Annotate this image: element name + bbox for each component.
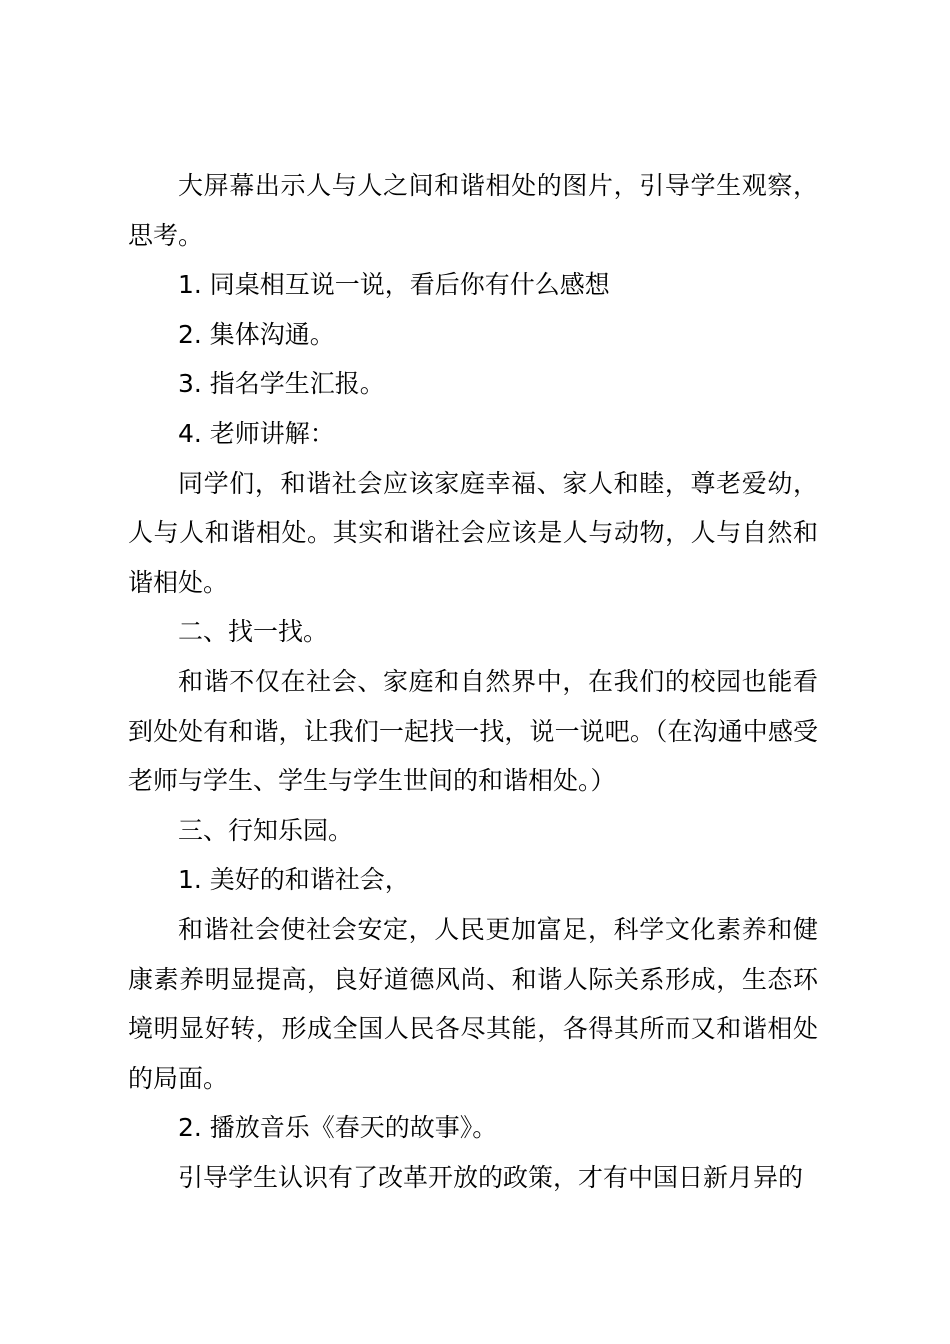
paragraph-intro: 大屏幕出示人与人之间和谐相处的图片，引导学生观察，思考。 (128, 171, 818, 250)
paragraph-practice-1: 1. 美好的和谐社会， (178, 865, 410, 895)
paragraph-step-4: 4. 老师讲解： (178, 418, 335, 448)
paragraph-teacher-explanation: 同学们，和谐社会应该家庭幸福、家人和睦，尊老爱幼，人与人和谐相处。其实和谐社会应该是人与动物，人与自然和谐相处。 (128, 468, 818, 597)
paragraph-practice-2: 2. 播放音乐《春天的故事》。 (178, 1113, 498, 1143)
paragraph-reform: 引导学生认识有了改革开放的政策，才有中国日新月异的 (178, 1162, 804, 1192)
document-body (128, 161, 818, 1202)
paragraph-harmonious-society: 和谐社会使社会安定，人民更加富足，科学文化素养和健康素养明显提高，良好道德风尚、和谐人际关系形成，生态环境明显好转，形成全国人民各尽其能，各得其所而又和谐相处的局面。 (128, 914, 818, 1093)
paragraph-step-3: 3. 指名学生汇报。 (178, 369, 385, 399)
paragraph-step-1: 1. 同桌相互说一说，看后你有什么感想 (178, 270, 610, 300)
section-heading-practice: 三、行知乐园。 (178, 815, 354, 845)
paragraph-find-harmony: 和谐不仅在社会、家庭和自然界中，在我们的校园也能看到处处有和谐，让我们一起找一找，说一说吧。（在沟通中感受老师与学生、学生与学生世间的和谐相处。） (128, 666, 818, 796)
section-heading-find: 二、找一找。 (178, 617, 329, 647)
paragraph-step-2: 2. 集体沟通。 (178, 319, 335, 349)
